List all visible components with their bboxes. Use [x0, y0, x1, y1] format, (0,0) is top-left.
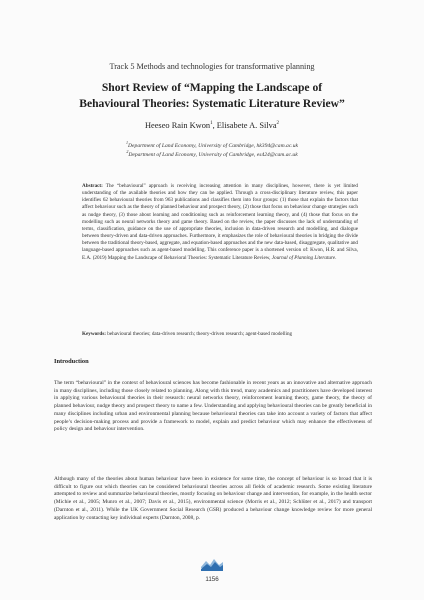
- author-1: Heeseo Rain Kwon: [144, 121, 211, 130]
- affiliation-1: [0, 140, 424, 149]
- abstract-label: Abstract:: [82, 183, 103, 189]
- track-header: Track 5 Methods and technologies for transformative planning: [109, 62, 315, 71]
- affiliation-2: [0, 149, 424, 158]
- affiliation-1-text: Department of Land Economy, University of Cambridge, hk394@cam.ac.uk: [128, 142, 298, 149]
- intro-paragraph-2: Although many of the theories about human behaviour have been in existence for some time, the concept of behaviour is so broad that it is difficult to figure out which theories can be considered behavioural theories across all fields of academic research. Some existing literature attempted to review and summarize behavioural theories, mostly focusing on behaviour change and intervention, for example, in the health sector (Michie et al., 2005; Munro et al., 2007; Davis et al., 2015), environmental science (Morris et al., 2012; Schlüter et al., 2017) and transport (Darnton et al., 2011). While the UK Government Social Research (GSR) produced a behaviour change knowledge review for more general application by contacting key individual experts (Darnton, 2008, p.: [54, 476, 372, 521]
- keywords-text: behavioural theories; data-driven research; theory-driven research; agent-based modelling: [106, 331, 293, 337]
- author-1-sup: 1: [210, 121, 213, 127]
- author-separator: ,: [212, 121, 217, 130]
- affiliation-2-text: Department of Land Economy, University of Cambridge, es424@cam.ac.uk: [128, 151, 298, 158]
- conference-logo: [200, 556, 224, 574]
- author-list: [0, 121, 424, 130]
- abstract-text: The “behavioural” approach is receiving increasing attention in many disciplines, however, there is yet limited understanding of the available theories and how they can be applied. Through a cross-disciplinary literature review, this paper identifies 62 behavioural theories from 963 publications and classifies them into four groups: (1) those that explain the factors that affect behaviour such as the theory of planned behaviour and prospect theory, (2) those that focus on behaviour change strategies such as nudge theory, (3) those about learning and conditioning such as reinforcement learning theory, and (4) those that focus on the modelling such as neural networks theory and game theory. Based on the review, the paper discusses the lack of understanding of terms, classification, guidance on the use of appropriate theories, inclusion in data-driven research and modelling, and dialogue between theory-driven and data-driven approaches. Furthermore, it emphasizes the role of behavioural theories in bridging the divide between the traditional theory-based, aggregate, and equation-based approaches and the new data-based, disaggregate, qualitative and language-based approaches such as agent-based modelling. This conference paper is a shortened version of: Kwon, H.R. and Silva, E.A. (2019) Mapping the Landscape of Behavioral Theories: Systematic Literature Review,: [82, 183, 358, 261]
- affiliation-1-sup: 1: [126, 140, 128, 145]
- abstract-end: .: [335, 254, 337, 261]
- abstract-journal: Journal of Planning Literature: [271, 254, 336, 261]
- title-line-2: Behavioural Theories: Systematic Literature Review”: [79, 97, 345, 110]
- abstract: [82, 183, 358, 262]
- section-heading-introduction: Introduction: [54, 358, 89, 365]
- affiliation-2-sup: 2: [126, 149, 129, 154]
- page-number: 1156: [205, 576, 219, 583]
- title-line-1: Short Review of “Mapping the Landscape of: [101, 81, 323, 94]
- paper-title: [40, 80, 384, 112]
- keywords: [82, 331, 358, 338]
- author-2-sup: 2: [276, 121, 280, 127]
- keywords-label: Keywords:: [82, 331, 106, 337]
- author-2: Elisabete A. Silva: [216, 121, 277, 130]
- intro-paragraph-1: The term “behavioural” in the context of behavioural sciences has become fashionable in recent years as an innovative and alternative approach in many disciplines, including those closely related to planning. Along with this trend, many academics and practitioners have developed interest in applying various behavioural theories in their research: neural networks theory, reinforcement learning theory, game theory, the theory of planned behaviour, nudge theory and prospect theory to name a few. Understanding and applying behavioural theories can be greatly beneficial in many disciplines including urban and environmental planning because behavioural theories can take into account a variety of factors that affect people’s decision-making process and provide a framework to model, explain and predict behaviour which may enhance the effectiveness of policy design and behaviour intervention.: [54, 380, 372, 433]
